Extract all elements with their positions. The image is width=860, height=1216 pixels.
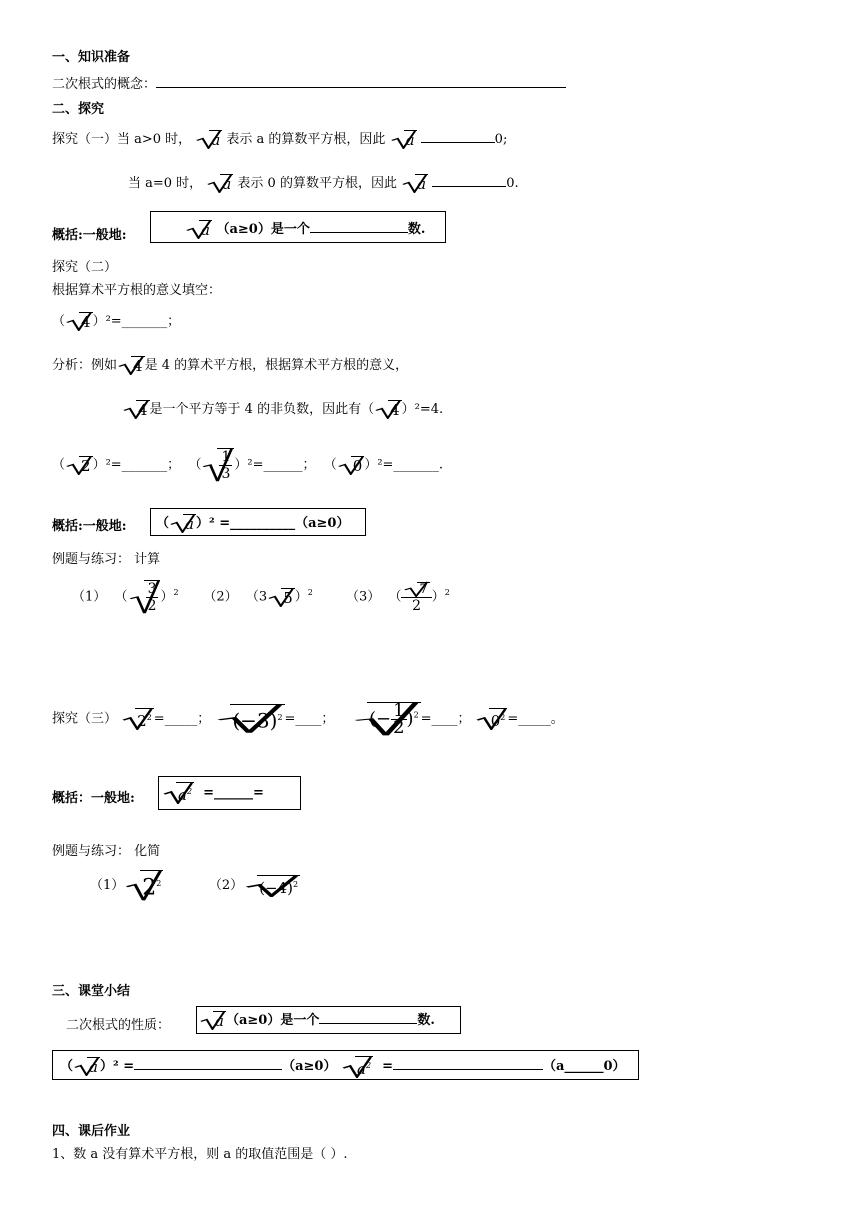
section1-title: 一、知识准备 — [52, 50, 131, 65]
sqrt-a: a — [195, 130, 222, 149]
sqrt-a: a — [390, 130, 417, 149]
fill-prompt: 根据算术平方根的意义填空： — [52, 283, 222, 298]
analysis-line2: 4 是一个平方等于 4 的非负数，因此有（ 4 ）²=4. — [122, 398, 443, 419]
blank[interactable] — [393, 1058, 543, 1070]
sqrt-a: a — [206, 174, 233, 193]
analysis-line1: 分析：例如 4 是 4 的算术平方根，根据算术平方根的意义， — [52, 357, 409, 375]
summary1-label: 概括:一般地: — [52, 228, 127, 243]
blank[interactable] — [421, 131, 495, 143]
explore3-row: 探究（三） $2^2$ =_____； $(-3)^2$ =____； (− $\frac{1}{2}$ )$^2$ =____； $0^2$ =_____。 — [52, 700, 564, 738]
blank[interactable] — [319, 1012, 417, 1024]
section2-title: 二、探究 — [52, 102, 105, 117]
explore1-line2: 当 a=0 时， a 表示 0 的算数平方根，因此 a 0. — [128, 175, 519, 193]
summary2-content: （ a ）² =__________（a≥0） — [156, 515, 350, 533]
blank[interactable] — [432, 175, 506, 187]
homework-q1: 1、数 a 没有算术平方根，则 a 的取值范围是（ ）. — [52, 1147, 348, 1162]
example2-row: （1） $2^2$ （2） $(-4)^2$ — [90, 870, 300, 901]
section4-title: 四、课后作业 — [52, 1124, 131, 1139]
property-content: a （a≥0）是一个 数. — [199, 1009, 435, 1030]
summary3-label: 概括：一般地: — [52, 791, 135, 806]
section3-title: 三、课堂小结 — [52, 984, 131, 999]
example1-row: （1） （ $\frac{3}{2}$ ）$^2$ （2） （3 5 ）$^2$ （3） （ $\frac{7}{2}$ ）$^2$ — [72, 581, 450, 614]
blank[interactable] — [134, 1058, 282, 1070]
explore2-title: 探究（二） — [52, 260, 118, 275]
q-row: （ 2 ）²=_______； （ $\frac{1}{3}$ ）²=______； （ 0 ）²=_______. — [52, 449, 444, 482]
concept-blank[interactable] — [156, 76, 566, 88]
sqrt-a: a — [185, 220, 212, 239]
blank[interactable] — [310, 221, 408, 233]
q-sqrt4-sq: （ 4 ）²=_______； — [52, 313, 181, 331]
summary1-content: a （a≥0）是一个 数. — [185, 218, 425, 239]
explore1-line1: 探究（一）当 a>0 时， a 表示 a 的算数平方根，因此 a 0; — [52, 131, 508, 149]
concept-line — [52, 73, 566, 92]
example2-label: 例题与练习： 化简 — [52, 844, 161, 859]
summary3-content: $a^2$ =______= — [162, 782, 264, 804]
sqrt-a: a — [401, 174, 428, 193]
example1-label: 例题与练习： 计算 — [52, 552, 161, 567]
summary2-label: 概括:一般地: — [52, 519, 127, 534]
concept-label: 二次根式的概念： — [52, 77, 157, 92]
property-label: 二次根式的性质： — [66, 1018, 171, 1033]
summary-line-content: （ a ）² = （a≥0） $a^2$ = （a______0） — [60, 1055, 626, 1078]
